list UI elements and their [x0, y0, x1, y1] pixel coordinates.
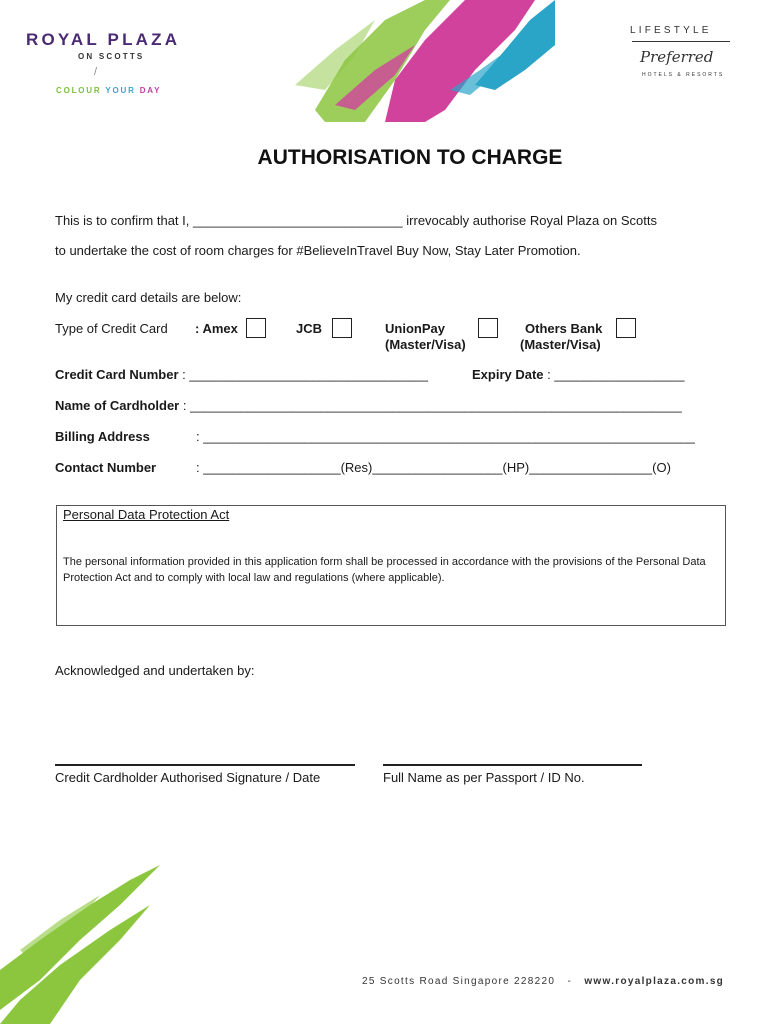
footer-website-link[interactable]: www.royalplaza.com.sg — [584, 976, 725, 987]
card-details-intro: My credit card details are below: — [55, 290, 242, 305]
cardholder-label: Name of Cardholder — [55, 398, 180, 413]
signature-line[interactable] — [55, 764, 355, 766]
lifestyle-logo-divider — [632, 41, 730, 42]
expiry-field[interactable]: : __________________ — [543, 367, 685, 382]
confirm-line-1: This is to confirm that I, _____________________________ irrevocably authorise Royal Plaza on Scotts — [55, 213, 657, 228]
footer-separator: - — [567, 976, 573, 987]
card-type-others-label: Others Bank — [525, 321, 603, 336]
pdpa-body: The personal information provided in this application form shall be processed in accordance with the provisions of the Personal Data Protection Act and to comply with local law and regulations (where applicable). — [63, 556, 706, 584]
billing-label: Billing Address — [55, 429, 150, 444]
card-number-field[interactable]: : _________________________________ — [178, 367, 428, 382]
card-type-label: Type of Credit Card — [55, 321, 168, 336]
others-bank-checkbox[interactable] — [616, 318, 636, 338]
jcb-checkbox[interactable] — [332, 318, 352, 338]
hotels-resorts-logo-text: HOTELS & RESORTS — [642, 72, 725, 78]
cardholder-field[interactable]: : ____________________________________________________________________ — [179, 398, 682, 413]
footer — [362, 976, 724, 987]
brush-stroke-decoration-bottom — [0, 860, 175, 1024]
confirm-line-2: to undertake the cost of room charges for #BelieveInTravel Buy Now, Stay Later Promotion. — [55, 243, 581, 258]
royal-plaza-logo-text: ROYAL PLAZA — [26, 30, 181, 49]
card-type-unionpay-label: UnionPay — [385, 321, 445, 336]
signature-caption: Credit Cardholder Authorised Signature / Date — [55, 770, 321, 785]
card-number-label: Credit Card Number — [55, 367, 179, 382]
billing-field[interactable]: : ____________________________________________________________________ — [196, 429, 695, 444]
brush-stroke-decoration-top — [275, 0, 555, 122]
logo-slash-mark: / — [94, 66, 98, 78]
contact-label: Contact Number — [55, 460, 157, 475]
amex-checkbox[interactable] — [246, 318, 266, 338]
full-name-caption: Full Name as per Passport / ID No. — [383, 770, 585, 785]
card-type-jcb-label: JCB — [296, 321, 323, 336]
contact-field[interactable]: : ___________________(Res)__________________(HP)_________________(O) — [196, 460, 671, 475]
unionpay-checkbox[interactable] — [478, 318, 498, 338]
expiry-label: Expiry Date — [472, 367, 544, 382]
pdpa-title: Personal Data Protection Act — [63, 507, 230, 522]
preferred-logo-script: Preferred — [640, 48, 714, 66]
cardholder-row — [55, 398, 682, 413]
card-type-others-sublabel: (Master/Visa) — [520, 337, 601, 352]
tagline-word-2: YOUR — [105, 86, 136, 95]
footer-address: 25 Scotts Road Singapore 228220 — [362, 976, 556, 987]
card-number-row — [55, 367, 428, 382]
lifestyle-logo-text: LIFESTYLE — [630, 25, 712, 36]
full-name-line[interactable] — [383, 764, 642, 766]
acknowledgement-label: Acknowledged and undertaken by: — [55, 663, 255, 678]
card-type-unionpay-sublabel: (Master/Visa) — [385, 337, 466, 352]
logo-tagline — [56, 86, 161, 95]
tagline-word-1: COLOUR — [56, 86, 102, 95]
form-title: AUTHORISATION TO CHARGE — [257, 146, 563, 169]
expiry-row — [472, 367, 685, 382]
royal-plaza-logo-subtext: ON SCOTTS — [78, 52, 145, 61]
tagline-word-3: DAY — [139, 86, 162, 95]
card-type-amex-label: : Amex — [195, 321, 238, 336]
